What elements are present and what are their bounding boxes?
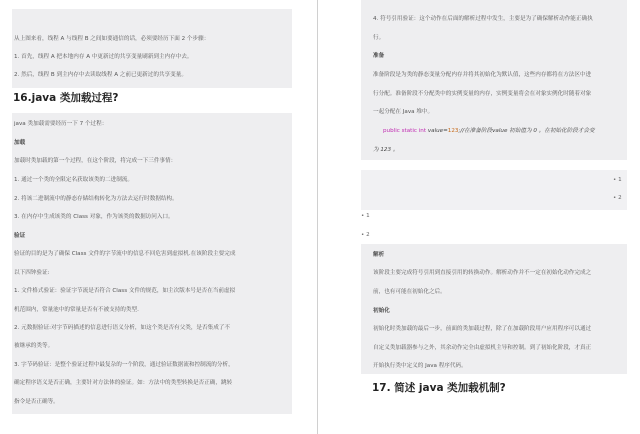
text-line: 行分配。准备阶段不分配类中的实例变量的内存，实例变量将会在对象实例化时随着对象 xyxy=(373,91,592,97)
code-comment: ;//在准备阶段value 初始值为 0 。在初始化阶段才会变 xyxy=(458,128,595,134)
text-line: 一起分配在 Java 堆中。 xyxy=(373,109,434,115)
text-line: 2. 元数据验证:对字节码描述的信息进行语义分析，如这个类是否有父类，是否集成了不 xyxy=(14,325,230,331)
list-item: • 2 xyxy=(613,195,622,201)
subheading: 准备 xyxy=(373,53,385,59)
right-page xyxy=(319,0,640,434)
list-block xyxy=(361,170,627,210)
text-line: java 类加载需要经历一下 7 个过程： xyxy=(14,121,108,127)
code-line xyxy=(383,128,595,135)
body-block xyxy=(361,244,627,374)
text-line: 指令是否正确等。 xyxy=(14,399,59,405)
subheading: 解析 xyxy=(373,252,385,258)
text-line: 开始执行类中定义的 Java 程序代码。 xyxy=(373,363,467,369)
subheading: 加载 xyxy=(14,140,26,146)
text-line: 加载时类加载的第一个过程，在这个阶段，将完成一下三件事情： xyxy=(14,158,177,164)
subheading: 初始化 xyxy=(373,308,390,314)
text-line: 行。 xyxy=(373,35,385,41)
text-line: 3. 在内存中生成该类的 Class 对象，作为该类的数据访问入口。 xyxy=(14,214,174,220)
list-number: 2 xyxy=(618,195,622,201)
text-line: 验证的目的是为了确保 Class 文件的字节流中的信息不回危害到虚拟机.在该阶段主要完成 xyxy=(14,251,236,257)
page-divider xyxy=(317,0,318,434)
text-line: 2. 然后，线程 B 到主内存中去读取线程 A 之前已更新过的共享变量。 xyxy=(14,72,187,78)
text-line: 1. 通过一个类的全限定名获取该类的二进制流。 xyxy=(14,177,133,183)
list-number: 2 xyxy=(366,232,370,238)
text-line: 被继承的类等。 xyxy=(14,343,54,349)
list-number: 1 xyxy=(618,177,622,183)
text-line: 前，也有可能在初始化之后。 xyxy=(373,289,446,295)
code-var: value= xyxy=(426,128,448,134)
top-block xyxy=(361,0,627,160)
code-line: 为 123 。 xyxy=(373,147,399,153)
text-line: 以下四钟验证: xyxy=(14,270,50,276)
code-keyword: public static int xyxy=(383,128,427,134)
text-line: 1. 文件格式验证：验证字节流是否符合 Class 文件的规范，如主次版本号是否在当前虚拟 xyxy=(14,288,236,294)
text-line: 从上图来看，线程 A 与线程 B 之间如要通信的话，必须要经历下面 2 个步骤： xyxy=(14,36,210,42)
left-page xyxy=(0,0,317,434)
text-line: 确定程序语义是否正确，主要针对方法体的验证。如：方法中的类型转换是否正确，跳转 xyxy=(14,380,233,386)
section-heading: 17. 简述 java 类加载机制? xyxy=(372,382,506,394)
text-line: 该阶段主要完成符号引用到直接引用的转换动作。解析动作并不一定在初始化动作完成之 xyxy=(373,270,592,276)
text-line: 4. 符号引用验证：这个动作在后面的解析过程中发生，主要是为了确保解析动作能正确执 xyxy=(373,16,593,22)
text-line: 机范围内，常量池中的常量是否有不被支持的类型. xyxy=(14,307,139,313)
text-line: 准备阶段是为类的静态变量分配内存并将其初始化为默认值，这些内存都将在方法区中进 xyxy=(373,72,592,78)
list-item: • 1 xyxy=(613,177,622,183)
text-line: 1. 首先，线程 A 把本地内存 A 中更新过的共享变量刷新到主内存中去。 xyxy=(14,54,193,60)
intro-block xyxy=(12,9,292,88)
list-number: 1 xyxy=(366,213,370,219)
subheading: 验证 xyxy=(14,233,26,239)
text-line: 初始化时类加载的最后一步，前面的类加载过程，除了在加载阶段用户应用程序可以通过 xyxy=(373,326,592,332)
list-item: • 2 xyxy=(361,232,370,238)
list-item: • 1 xyxy=(361,213,370,219)
content-block xyxy=(12,113,292,414)
code-number: 123 xyxy=(447,128,459,134)
section-heading: 16.java 类加载过程? xyxy=(13,92,119,104)
text-line: 2. 将该二进制流中的静态存储结构转化为方法去运行时数据结构。 xyxy=(14,196,178,202)
text-line: 3. 字节码验证：是整个验证过程中最复杂的一个阶段，通过验证数据流和控制流的分析， xyxy=(14,362,234,368)
text-line: 自定义类加载器参与之外，其余动作完全由虚拟机主导和控制。到了初始化阶段，才真正 xyxy=(373,345,592,351)
